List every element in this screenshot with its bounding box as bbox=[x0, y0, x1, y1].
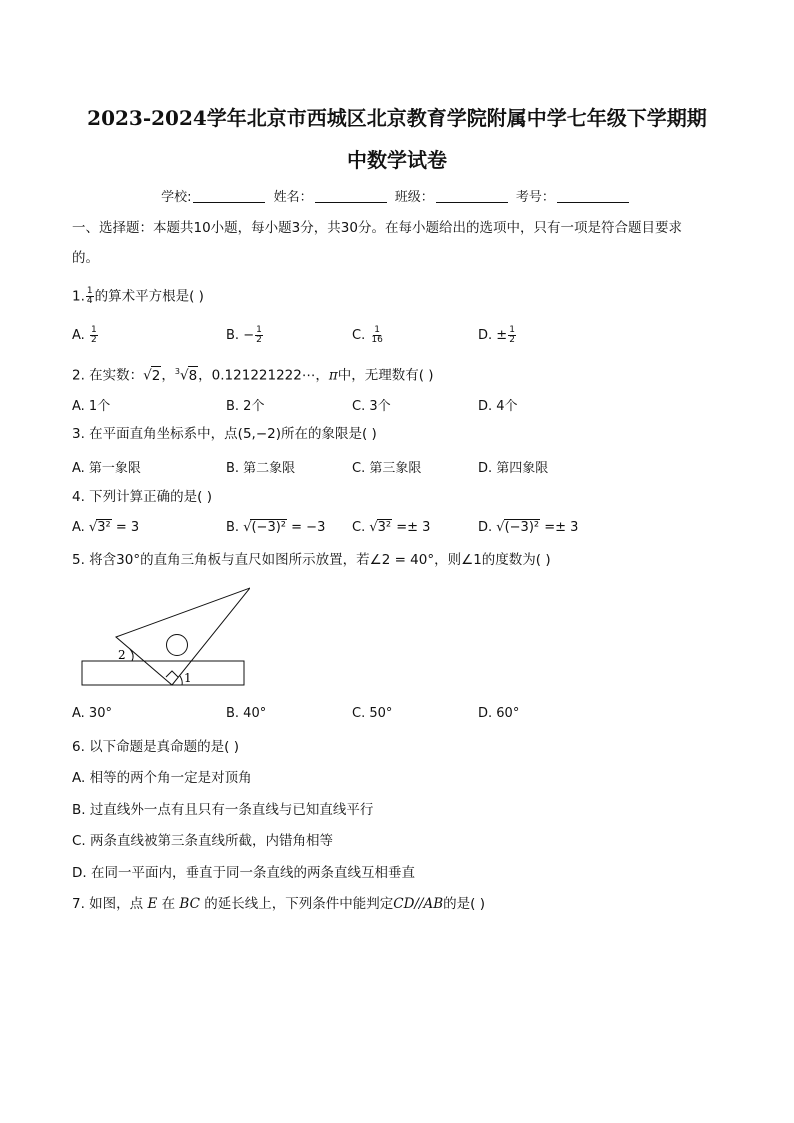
question-4-options bbox=[72, 519, 732, 539]
question-6-option-d[interactable]: D. 在同一平面内，垂直于同一条直线的两条直线互相垂直 bbox=[72, 865, 415, 881]
angle-1-label: 1 bbox=[184, 671, 192, 685]
student-info-row bbox=[0, 186, 794, 205]
section-heading-line1: 一、选择题：本题共10小题，每小题3分，共30分。在每小题给出的选项中，只有一项是符合题目要求 bbox=[72, 220, 682, 236]
triangle-hole bbox=[167, 635, 188, 656]
option-b[interactable]: B. 第二象限 bbox=[226, 461, 296, 476]
option-c[interactable]: C. √3² =± 3 bbox=[352, 520, 431, 535]
question-4: 4. 下列计算正确的是( ) bbox=[72, 489, 212, 505]
option-b[interactable]: B. 2个 bbox=[226, 399, 265, 414]
right-angle-mark bbox=[166, 671, 178, 677]
sqrt-2: 2 bbox=[151, 367, 161, 384]
question-5-options bbox=[72, 706, 732, 726]
question-5: 5. 将含30°的直角三角板与直尺如图所示放置，若∠2 = 40°，则∠1的度数为( ) bbox=[72, 552, 551, 568]
option-a[interactable]: A. 第一象限 bbox=[72, 461, 141, 476]
question-3-options bbox=[72, 457, 732, 477]
option-a[interactable]: A. 1个 bbox=[72, 399, 111, 414]
question-text: 的算术平方根是( ) bbox=[94, 288, 204, 305]
ruler bbox=[82, 661, 244, 685]
name-label: 姓名： bbox=[273, 190, 313, 205]
question-6-option-a[interactable]: A. 相等的两个角一定是对顶角 bbox=[72, 770, 252, 786]
option-c[interactable]: C. $\frac{1}{16}$ bbox=[352, 325, 383, 345]
question-number: 1. bbox=[72, 288, 85, 305]
question-6-option-b[interactable]: B. 过直线外一点有且只有一条直线与已知直线平行 bbox=[72, 802, 374, 818]
school-blank[interactable] bbox=[193, 189, 265, 203]
option-b[interactable]: B. √(−3)² = −3 bbox=[226, 520, 326, 535]
question-1-options bbox=[72, 326, 732, 346]
class-blank[interactable] bbox=[436, 189, 508, 203]
name-blank[interactable] bbox=[315, 189, 387, 203]
option-a[interactable]: A. √3² = 3 bbox=[72, 520, 140, 535]
number-blank[interactable] bbox=[557, 189, 629, 203]
option-d[interactable]: D. √(−3)² =± 3 bbox=[478, 520, 579, 535]
cbrt-8: 8 bbox=[188, 367, 198, 384]
page-title-line2: 中数学试卷 bbox=[347, 148, 447, 172]
question-2: 2. 在实数：√2，$^3$√8，0.121221222⋯，π中，无理数有( ) bbox=[72, 367, 434, 384]
class-label: 班级： bbox=[394, 190, 434, 205]
option-c[interactable]: C. 第三象限 bbox=[352, 461, 422, 476]
option-b[interactable]: B. 40° bbox=[226, 706, 267, 721]
question-6: 6. 以下命题是真命题的是( ) bbox=[72, 739, 239, 755]
question-6-option-c[interactable]: C. 两条直线被第三条直线所截，内错角相等 bbox=[72, 833, 334, 849]
question-1 bbox=[72, 287, 204, 306]
option-b[interactable]: B. − $\frac{1}{2}$ bbox=[226, 325, 262, 345]
option-c[interactable]: C. 50° bbox=[352, 706, 393, 721]
option-a[interactable]: A. 30° bbox=[72, 706, 112, 721]
option-a[interactable]: A. $\frac{1}{2}$ bbox=[72, 325, 97, 345]
number-label: 考号： bbox=[515, 190, 555, 205]
question-7: 7. 如图，点 E 在 BC 的延长线上，下列条件中能判定CD//AB的是( ) bbox=[72, 896, 485, 912]
fraction: $\frac{1}{4}$ bbox=[86, 286, 93, 306]
triangle-ruler-figure bbox=[80, 585, 250, 690]
option-d[interactable]: D. ± $\frac{1}{2}$ bbox=[478, 325, 515, 345]
option-d[interactable]: D. 第四象限 bbox=[478, 461, 549, 476]
angle-1-arc bbox=[180, 676, 182, 685]
question-2-options bbox=[72, 395, 732, 415]
section-heading-line2: 的。 bbox=[72, 250, 99, 266]
question-3: 3. 在平面直角坐标系中，点(5,−2)所在的象限是( ) bbox=[72, 426, 377, 442]
page-title-line1: 2023-2024学年北京市西城区北京教育学院附属中学七年级下学期期 bbox=[87, 106, 707, 130]
angle-2-label: 2 bbox=[118, 648, 126, 662]
option-d[interactable]: D. 60° bbox=[478, 706, 520, 721]
option-d[interactable]: D. 4个 bbox=[478, 399, 518, 414]
school-label: 学校: bbox=[161, 190, 192, 205]
option-c[interactable]: C. 3个 bbox=[352, 399, 391, 414]
